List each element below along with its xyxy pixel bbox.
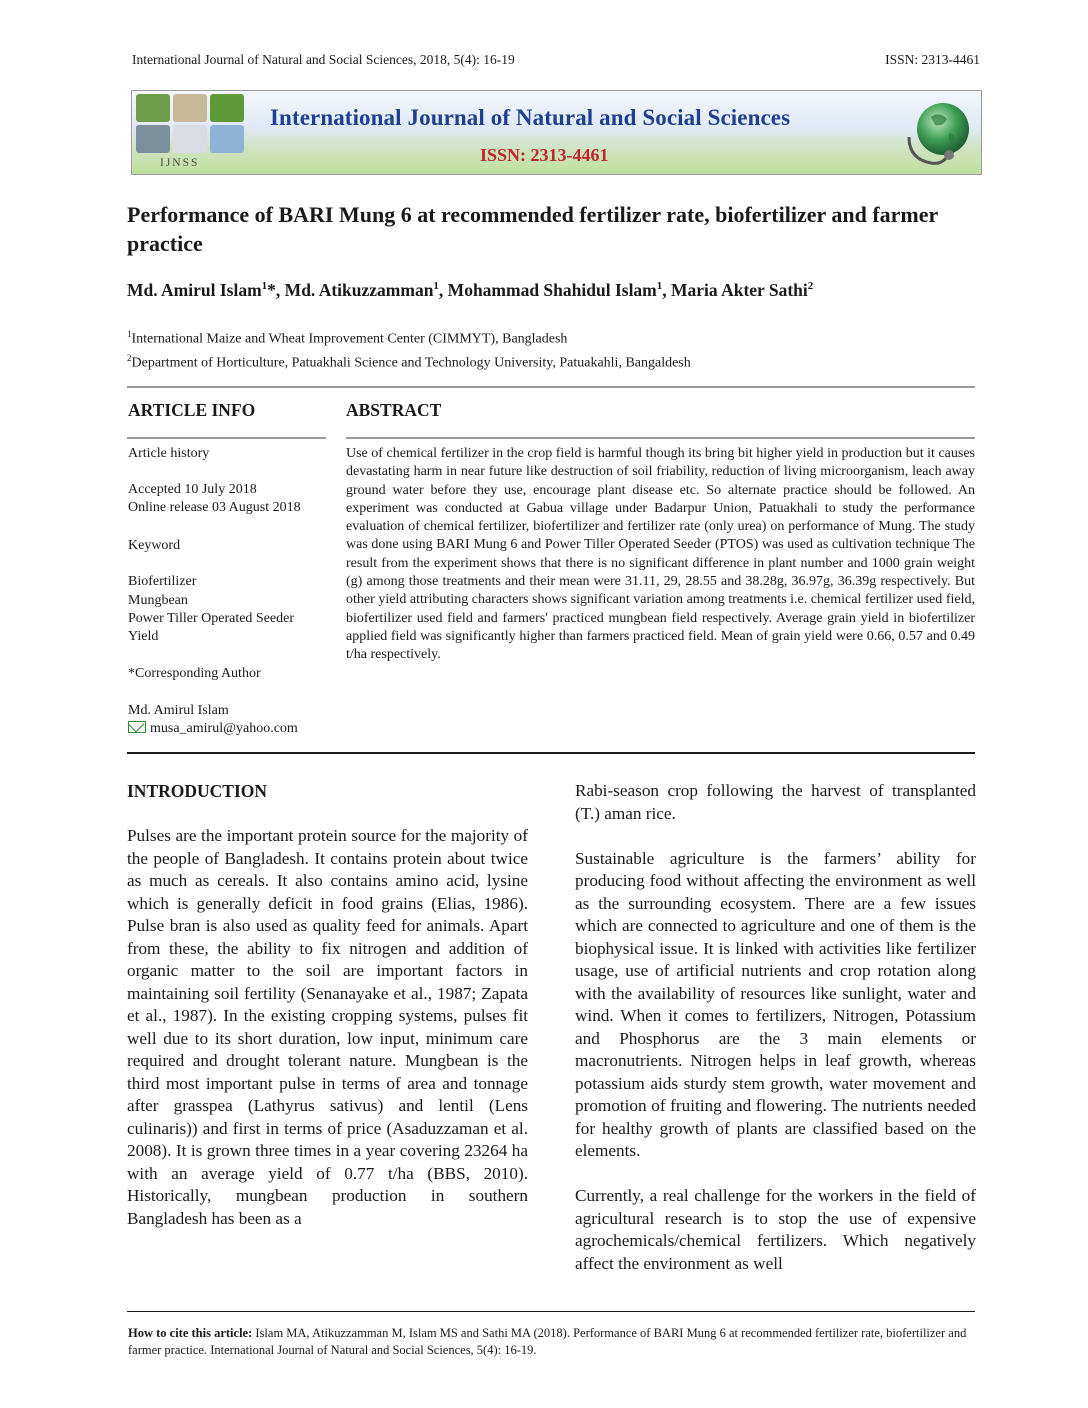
affiliation-mark: 1 [433, 280, 439, 293]
divider [346, 437, 975, 439]
author-name: Mohammad Shahidul Islam [447, 280, 657, 300]
running-header [132, 52, 980, 70]
author-name: Md. Amirul Islam [127, 280, 262, 300]
body-column-right [575, 780, 976, 1298]
accepted-date: Accepted 10 July 2018 [128, 482, 257, 497]
affiliation-mark: 1 [656, 280, 663, 293]
keyword-item: Power Tiller Operated Seeder [128, 611, 295, 626]
citation-note [128, 1325, 978, 1359]
keyword-item: Yield [128, 629, 159, 644]
article-history-heading: Article history [128, 446, 210, 461]
divider [127, 752, 975, 754]
email-address: musa_amirul@yahoo.com [150, 721, 298, 736]
affiliation-mark: 1 [261, 280, 268, 293]
affiliation-line [127, 325, 691, 349]
introduction-heading: INTRODUCTION [127, 781, 268, 801]
paragraph: Rabi-season crop following the harvest of transplanted (T.) aman rice. [575, 781, 976, 823]
affiliation-mark: 2 [127, 352, 132, 363]
divider [127, 437, 326, 439]
envelope-icon [128, 721, 146, 733]
keyword-item: Mungbean [128, 593, 188, 608]
journal-banner [131, 90, 982, 175]
author-name: Maria Akter Sathi [671, 280, 808, 300]
paper-title: Performance of BARI Mung 6 at recommended fertilizer rate, biofertilizer and farmer practice [127, 202, 938, 256]
citation-label: How to cite this article: [128, 1326, 253, 1340]
body-column-left [127, 780, 528, 1253]
divider [127, 386, 975, 388]
keyword-heading: Keyword [128, 538, 181, 553]
issn-line: ISSN: 2313-4461 [885, 52, 980, 67]
divider [127, 1311, 975, 1312]
journal-abbreviation: IJNSS [160, 157, 200, 169]
paragraph: Pulses are the important protein source for the majority of the people of Bangladesh. It contains protein about twice as much as cereals. It also contains amino acid, lysine which is generally deficit in food grains (Elias, 1986). Pulse bran is also used as quality feed for animals. Apart from these, the ability to fix nitrogen and addition of organic matter to the soil are important factors in maintaining soil fertility (Senanayake et al., 1987; Zapata et al., 1987). In the existing cropping systems, pulses fit well due to its short duration, low input, minimum care required and drought tolerant nature. Mungbean is the third most important pulse in terms of area and tonnage after grasspea (Lathyrus sativus) and lentil (Lens culinaris)) and first in terms of price (Asaduzzaman et al. 2008). It is grown three times in a year covering 23264 ha with an average yield of 0.77 t/ha (BBS, 2010). Historically, mungbean production in southern Bangladesh has been as a [127, 826, 528, 1228]
article-info-heading: ARTICLE INFO [128, 400, 256, 420]
corresponding-email [128, 721, 338, 737]
abstract-text: Use of chemical fertilizer in the crop field is harmful though its bring bit higher yield in production but it causes devastating harm in near future like destruction of soil friability, reduction of living microorganism, leach away ground water before they use, encourage plant disease etc. So alternate practice should be followed. An experiment was conducted at Gabua village under Badarpur Union, Patuakhali to study the performance evaluation of chemical fertilizer, biofertilizer and fertilizer rate (only urea) on performance of Mung. The study was done using BARI Mung 6 and Power Tiller Operated Seeder (PTOS) was used as cultivation technique The result from the experiment shows that there is no significant difference in plant number and 1000 grain weight (g) among those treatments and their mean were 31.11, 29, 28.55 and 38.28g, 36.97g, 36.39g respectively. But other yield attributing characters shows significant variation among treatments i.e. chemical fertilizer used field, biofertilizer used field and farmers' practiced mungbean field respectively. Average grain yield in biofertilizer applied field was significantly higher than farmers practiced field. Mean of grain yield were 0.66, 0.57 and 0.49 t/ha respectively. [346, 446, 975, 663]
paragraph: Sustainable agriculture is the farmers’ ability for producing food without affecting the environment as well as the surrounding ecosystem. There are a few issues which are connected to agriculture and one of them is the biophysical issue. It is linked with activities like fertilizer usage, use of artificial nutrients and crop rotation along with the availability of resources like sunlight, water and wind. When it comes to fertilizers, Nitrogen, Potassium and Phosphorus are the 3 main elements or macronutrients. Nitrogen helps in leaf growth, whereas potassium aids sturdy stem growth, water movement and promotion of fruiting and flowering. The nutrients needed for healthy growth of plants are classified based on the elements. [575, 848, 976, 1160]
paragraph: Currently, a real challenge for the workers in the field of agricultural research is to stop the use of expensive agrochemicals/chemical fertilizers. Which negatively affect the environment as well [575, 1186, 976, 1273]
author-separator: , [662, 280, 672, 300]
affiliation-text: Department of Horticulture, Patuakhali Science and Technology University, Patuakahli, Bangaldesh [131, 355, 691, 371]
author-separator: *, [267, 280, 285, 300]
affiliation-text: International Maize and Wheat Improvement Center (CIMMYT), Bangladesh [131, 331, 568, 347]
corresponding-author-heading: *Corresponding Author [128, 666, 261, 681]
corresponding-author-name: Md. Amirul Islam [128, 703, 229, 718]
journal-citation-line: International Journal of Natural and Social Sciences, 2018, 5(4): 16-19 [132, 52, 515, 67]
author-name: Md. Atikuzzamman [284, 280, 434, 300]
affiliation-line [127, 349, 691, 373]
author-separator: , [438, 280, 448, 300]
keyword-item: Biofertilizer [128, 574, 197, 589]
abstract-heading: ABSTRACT [346, 400, 442, 420]
globe-stethoscope-icon [903, 97, 975, 169]
author-list [127, 280, 997, 301]
journal-issn: ISSN: 2313-4461 [480, 145, 609, 165]
citation-text: Islam MA, Atikuzzamman M, Islam MS and Sathi MA (2018). Performance of BARI Mung 6 at recommended fertilizer rate, biofertilizer and farmer practice. International Journal of Natural and Social Sciences, 5(4): 16-19. [128, 1326, 967, 1357]
affiliations [127, 325, 691, 372]
affiliation-mark: 1 [127, 329, 132, 339]
journal-name: International Journal of Natural and Social Sciences [270, 105, 791, 130]
online-release-date: Online release 03 August 2018 [128, 500, 301, 515]
affiliation-mark: 2 [807, 280, 814, 293]
